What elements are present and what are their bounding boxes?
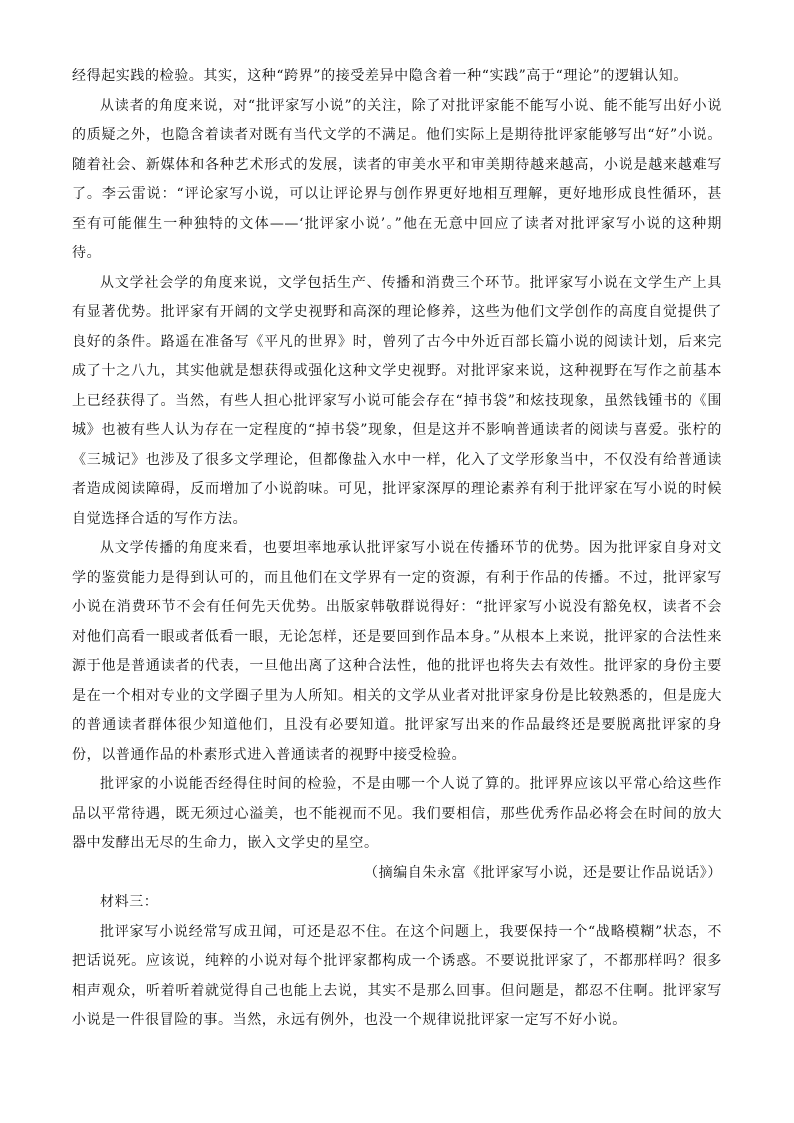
paragraph-reader-perspective: 从读者的角度来说，对“批评家写小说”的关注，除了对批评家能不能写小说、能不能写出好小说的质疑之外，也隐含着读者对既有当代文学的不满足。他们实际上是期待批评家能够写出“好”小说。随着社会、新媒体和各种艺术形式的发展，读者的审美水平和审美期待越来越高，小说是越来越难写了。李云雷说：“评论家写小说，可以让评论界与创作界更好地相互理解，更好地形成良性循环，甚至有可能催生一种独特的文体——‘批评家小说’。”他在无意中回应了读者对批评家写小说的这种期待。 — [72, 97, 722, 261]
paragraph-communication-perspective: 从文学传播的角度来看，也要坦率地承认批评家写小说在传播环节的优势。因为批评家自身对文学的鉴赏能力是得到认可的，而且他们在文学界有一定的资源，有利于作品的传播。不过，批评家写小说在消费环节不会有任何先天优势。出版家韩敬群说得好：“批评家写小说没有豁免权，读者不会对他们高看一眼或者低看一眼，无论怎样，还是要回到作品本身。”从根本上来说，批评家的合法性来源于他是普通读者的代表，一旦他出离了这种合法性，他的批评也将失去有效性。批评家的身份主要是在一个相对专业的文学圈子里为人所知。相关的文学从业者对批评家身份是比较熟悉的，但是庞大的普通读者群体很少知道他们，且没有必要知道。批评家写出来的作品最终还是要脱离批评家的身份，以普通作品的朴素形式进入普通读者的视野中接受检验。 — [72, 540, 722, 763]
document-page — [72, 62, 722, 1036]
paragraph-continuation: 经得起实践的检验。其实，这种“跨界”的接受差异中隐含着一种“实践”高于“理论”的逻辑认知。 — [72, 68, 688, 84]
source-citation: （摘编自朱永富《批评家写小说，还是要让作品说话》） — [364, 864, 722, 881]
paragraph-sociology-perspective: 从文学社会学的角度来说，文学包括生产、传播和消费三个环节。批评家写小说在文学生产上具有显著优势。批评家有开阔的文学史视野和高深的理论修养，这些为他们文学创作的高度自觉提供了良好的条件。路遥在准备写《平凡的世界》时，曾列了古今中外近百部长篇小说的阅读计划，后来完成了十之八九，其实他就是想获得或强化这种文学史视野。对批评家来说，这种视野在写作之前基本上已经获得了。当然，有些人担心批评家写小说可能会存在“掉书袋”和炫技现象，虽然钱锺书的《围城》也被有些人认为存在一定程度的“掉书袋”现象，但是这并不影响普通读者的阅读与喜爱。张柠的《三城记》也涉及了很多文学理论，但都像盐入水中一样，化入了文学形象当中，不仅没有给普通读者造成阅读障碍，反而增加了小说韵味。可见，批评家深厚的理论素养有利于批评家在写小说的时候自觉选择合适的写作方法。 — [72, 274, 722, 527]
paragraph-material-three: 批评家写小说经常写成丑闻，可还是忍不住。在这个问题上，我要保持一个“战略模糊”状态，不把话说死。应该说，纯粹的小说对每个批评家都构成一个诱惑。不要说批评家了，不都那样吗？很多相声观众，听着听着就觉得自己也能上去说，其实不是那么回事。但问题是，都忍不住啊。批评家写小说是一件很冒险的事。当然，永远有例外，也没一个规律说批评家一定写不好小说。 — [72, 923, 722, 1028]
paragraph-time-test: 批评家的小说能否经得住时间的检验，不是由哪一个人说了算的。批评界应该以平常心给这些作品以平常待遇，既无须过心溢美，也不能视而不见。我们要相信，那些优秀作品必将会在时间的放大器中发酵出无尽的生命力，嵌入文学史的星空。 — [72, 776, 722, 851]
material-three-heading: 材料三： — [100, 894, 159, 910]
